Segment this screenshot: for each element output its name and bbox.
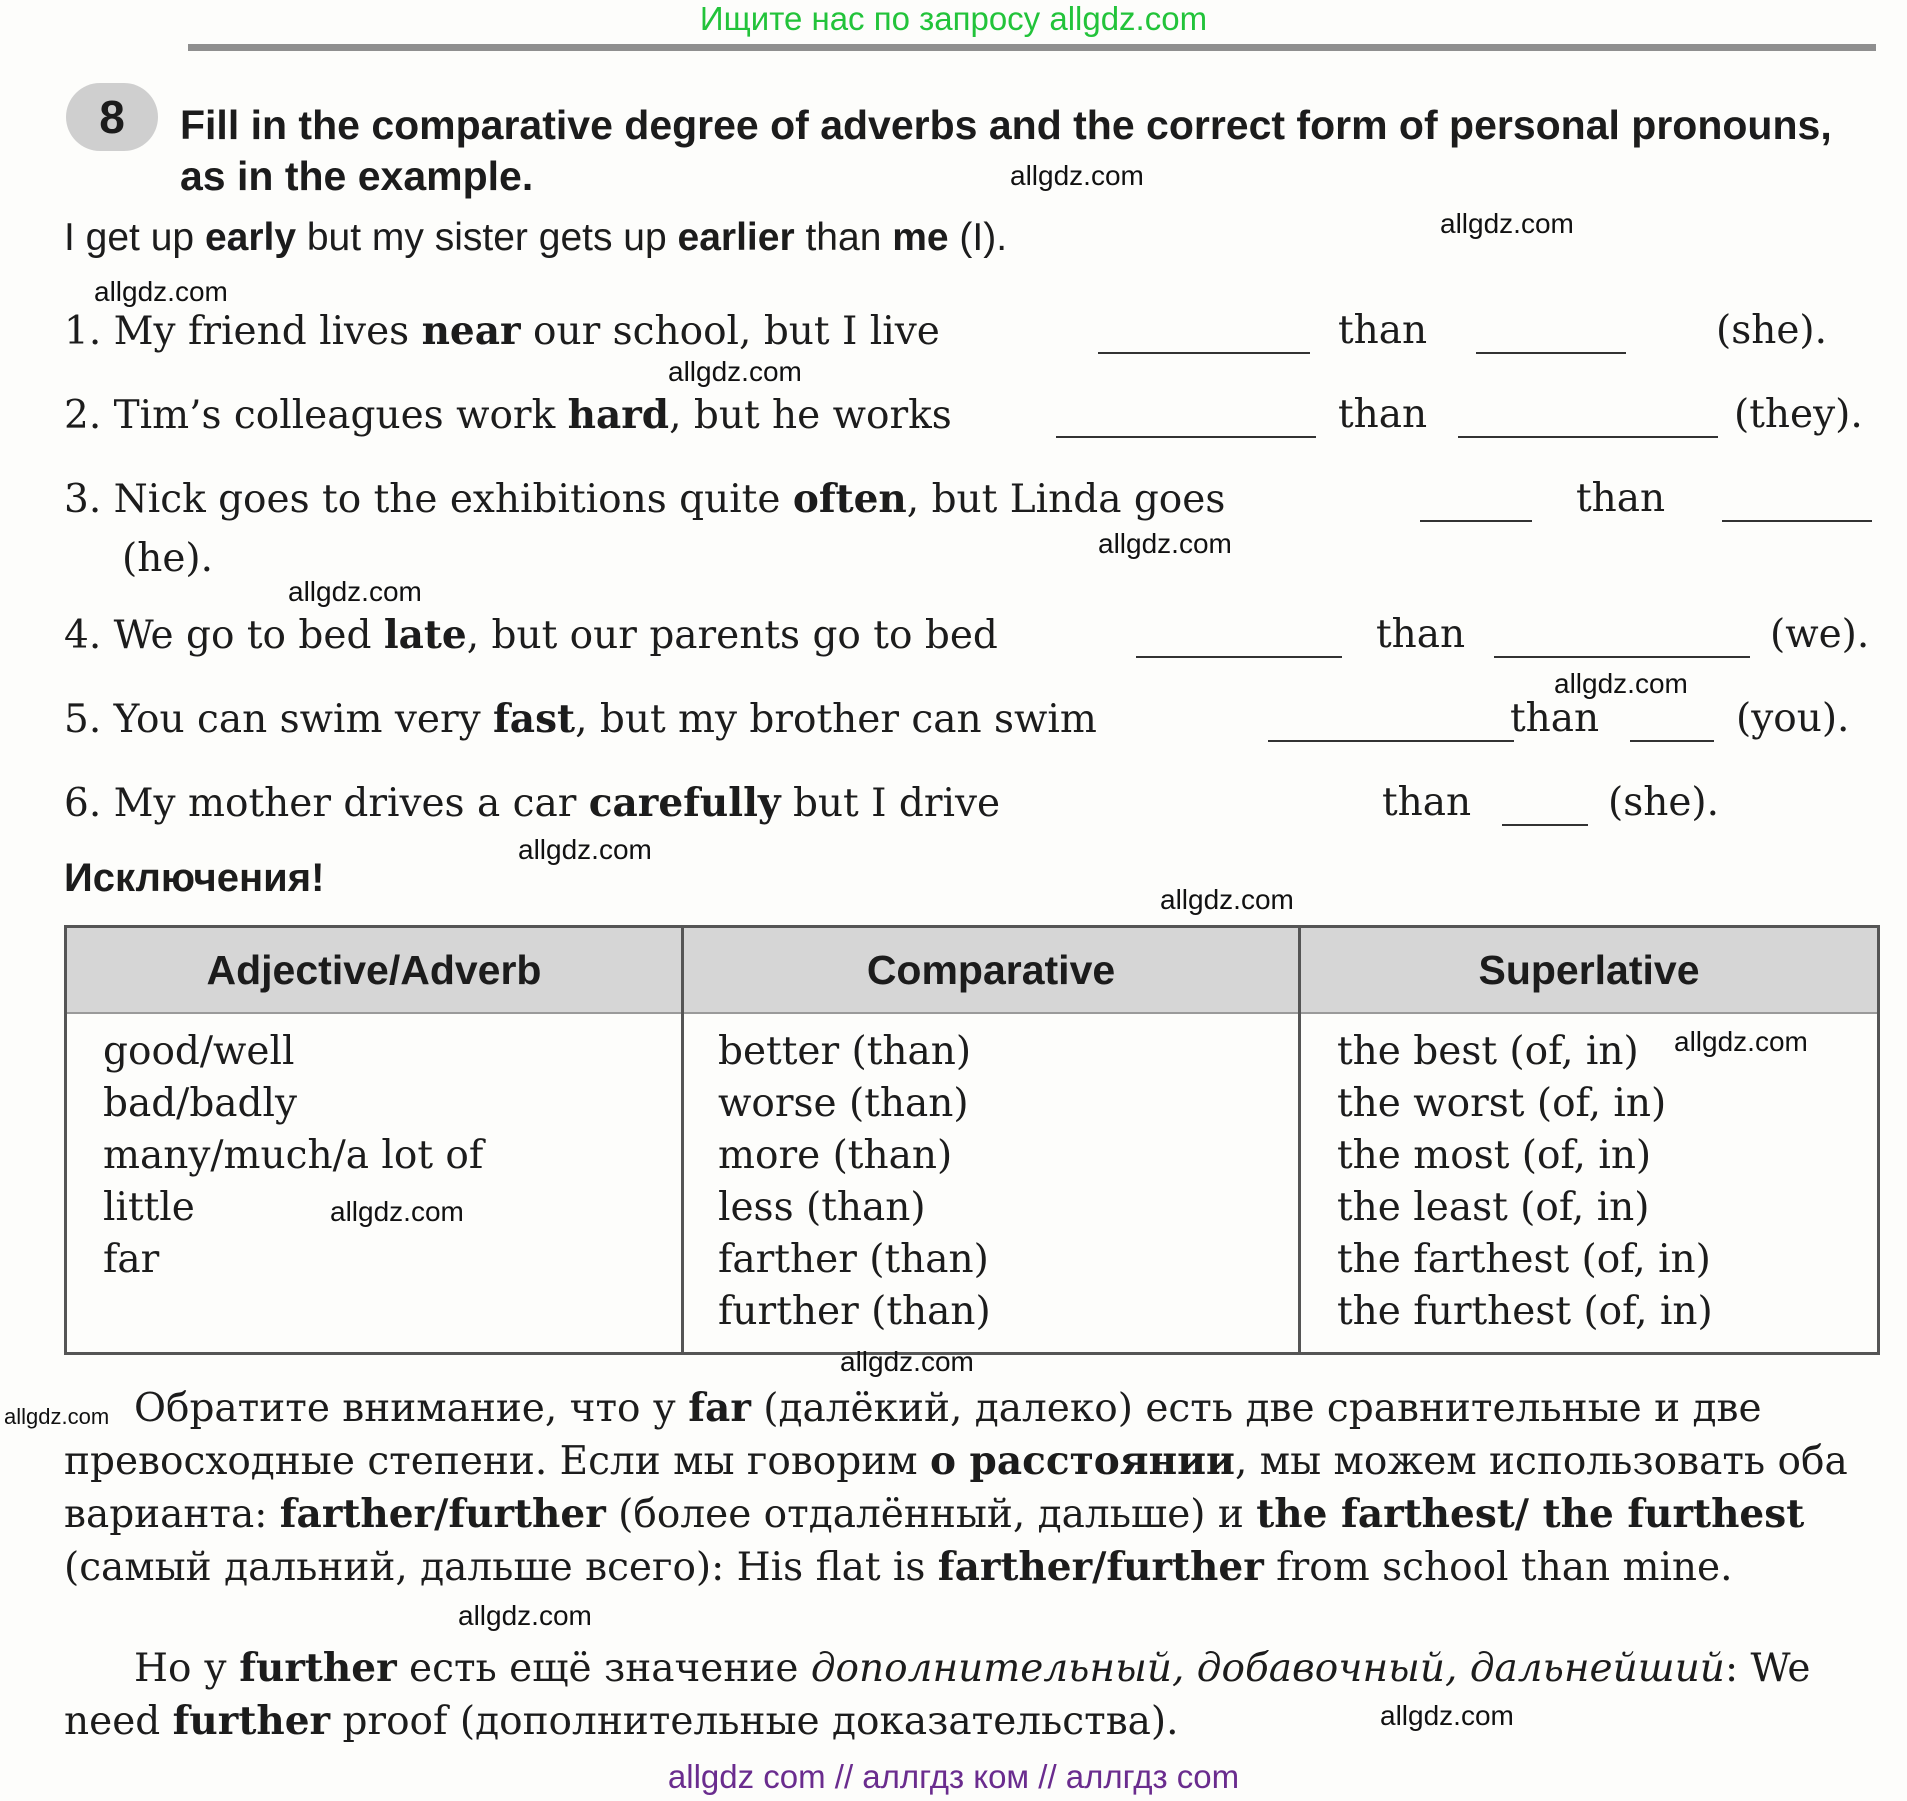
table-item: the most (of, in) [1337,1133,1652,1178]
watermark: allgdz.com [1674,1026,1808,1057]
answer-blank-1a[interactable] [1098,322,1310,354]
exceptions-title: Исключения! [64,856,325,900]
table-item: far [103,1237,160,1282]
table-item: better (than) [718,1029,972,1074]
note-further-meaning: Но у further есть ещё значение дополнительный, добавочный, дальнейший: We need further proof (дополнительные доказательства). [64,1645,1811,1744]
comparative-forms-cell [683,1013,1300,1354]
watermark: allgdz.com [1440,208,1574,239]
pronoun-4: (we). [1770,612,1870,657]
sentence-6: 6. My mother drives a car carefully but I drive [64,780,1001,826]
watermark: allgdz.com [668,356,802,387]
table-item: little [103,1185,195,1230]
pronoun-3: (he). [122,536,214,581]
pronoun-5: (you). [1736,696,1850,741]
table-item: good/well [103,1029,295,1074]
table-item: the furthest (of, in) [1337,1289,1713,1334]
exercise-number-badge: 8 [66,83,158,151]
example-sentence: I get up early but my sister gets up earlier than me (I). [64,216,1008,259]
table-item: the least (of, in) [1337,1185,1650,1230]
answer-blank-2b[interactable] [1458,406,1718,438]
answer-blank-6b[interactable] [1502,794,1588,826]
pronoun-1: (she). [1716,308,1828,353]
exercise-instruction: Fill in the comparative degree of adverbs and the correct form of personal pronouns, as in the example. [180,102,1832,199]
watermark: allgdz.com [4,1404,110,1429]
answer-blank-5a[interactable] [1268,710,1514,742]
table-item: more (than) [718,1133,953,1178]
watermark: allgdz.com [330,1196,464,1227]
table-item: less (than) [718,1185,926,1230]
than-4: than [1376,612,1466,657]
answer-blank-4a[interactable] [1136,626,1342,658]
answer-blank-2a[interactable] [1056,406,1316,438]
column-header-superlative: Superlative [1300,927,1879,1014]
sentence-4: 4. We go to bed late, but our parents go to bed [64,612,998,658]
sentence-1: 1. My friend lives near our school, but I live [64,308,940,354]
watermark: allgdz.com [1010,160,1144,191]
pronoun-6: (she). [1608,780,1720,825]
answer-blank-3a[interactable] [1420,490,1532,522]
than-5: than [1510,696,1600,741]
sentence-2: 2. Tim’s colleagues work hard, but he works [64,392,952,438]
answer-blank-4b[interactable] [1494,626,1750,658]
sentence-3: 3. Nick goes to the exhibitions quite often, but Linda goes [64,476,1226,522]
watermark: allgdz.com [1380,1700,1514,1731]
pronoun-2: (they). [1734,392,1863,437]
watermark: allgdz.com [1160,884,1294,915]
column-header-comparative: Comparative [683,927,1300,1014]
superlative-forms-cell [1300,1013,1879,1354]
table-item: the best (of, in) [1337,1029,1639,1074]
answer-blank-3b[interactable] [1722,490,1872,522]
sentence-5: 5. You can swim very fast, but my brother can swim [64,696,1097,742]
watermark: allgdz.com [518,834,652,865]
header-divider [188,44,1876,51]
than-2: than [1338,392,1428,437]
top-promo-banner: Ищите нас по запросу allgdz.com [699,0,1208,37]
bottom-promo-banner: allgdz com // аллгдз ком // аллгдз com [667,1758,1240,1795]
table-item: further (than) [718,1289,991,1334]
watermark: allgdz.com [458,1600,592,1631]
than-1: than [1338,308,1428,353]
table-item: bad/badly [103,1081,298,1126]
note-far-forms: Обратите внимание, что у far (далёкий, далеко) есть две сравнительные и две превосходные степени. Если мы говорим о расстоянии, мы можем использовать оба варианта: farther/further (более отдалённый, дальше) и the farthest/ the furthest (самый дальний, дальше всего): His flat is farther/further from school than mine. [64,1385,1848,1590]
watermark: allgdz.com [288,576,422,607]
answer-blank-5b[interactable] [1630,710,1714,742]
table-item: worse (than) [718,1081,969,1126]
column-header-base: Adjective/Adverb [66,927,683,1014]
base-forms-cell [66,1013,683,1354]
table-item: many/much/a lot of [103,1133,484,1178]
answer-blank-1b[interactable] [1476,322,1626,354]
table-item: the farthest (of, in) [1337,1237,1711,1282]
table-item: the worst (of, in) [1337,1081,1667,1126]
than-6: than [1382,780,1472,825]
watermark: allgdz.com [1098,528,1232,559]
than-3: than [1576,476,1666,521]
irregular-forms-table [64,925,1880,1355]
table-item: farther (than) [718,1237,989,1282]
watermark: allgdz.com [1554,668,1688,699]
watermark: allgdz.com [94,276,228,307]
watermark: allgdz.com [840,1346,974,1377]
